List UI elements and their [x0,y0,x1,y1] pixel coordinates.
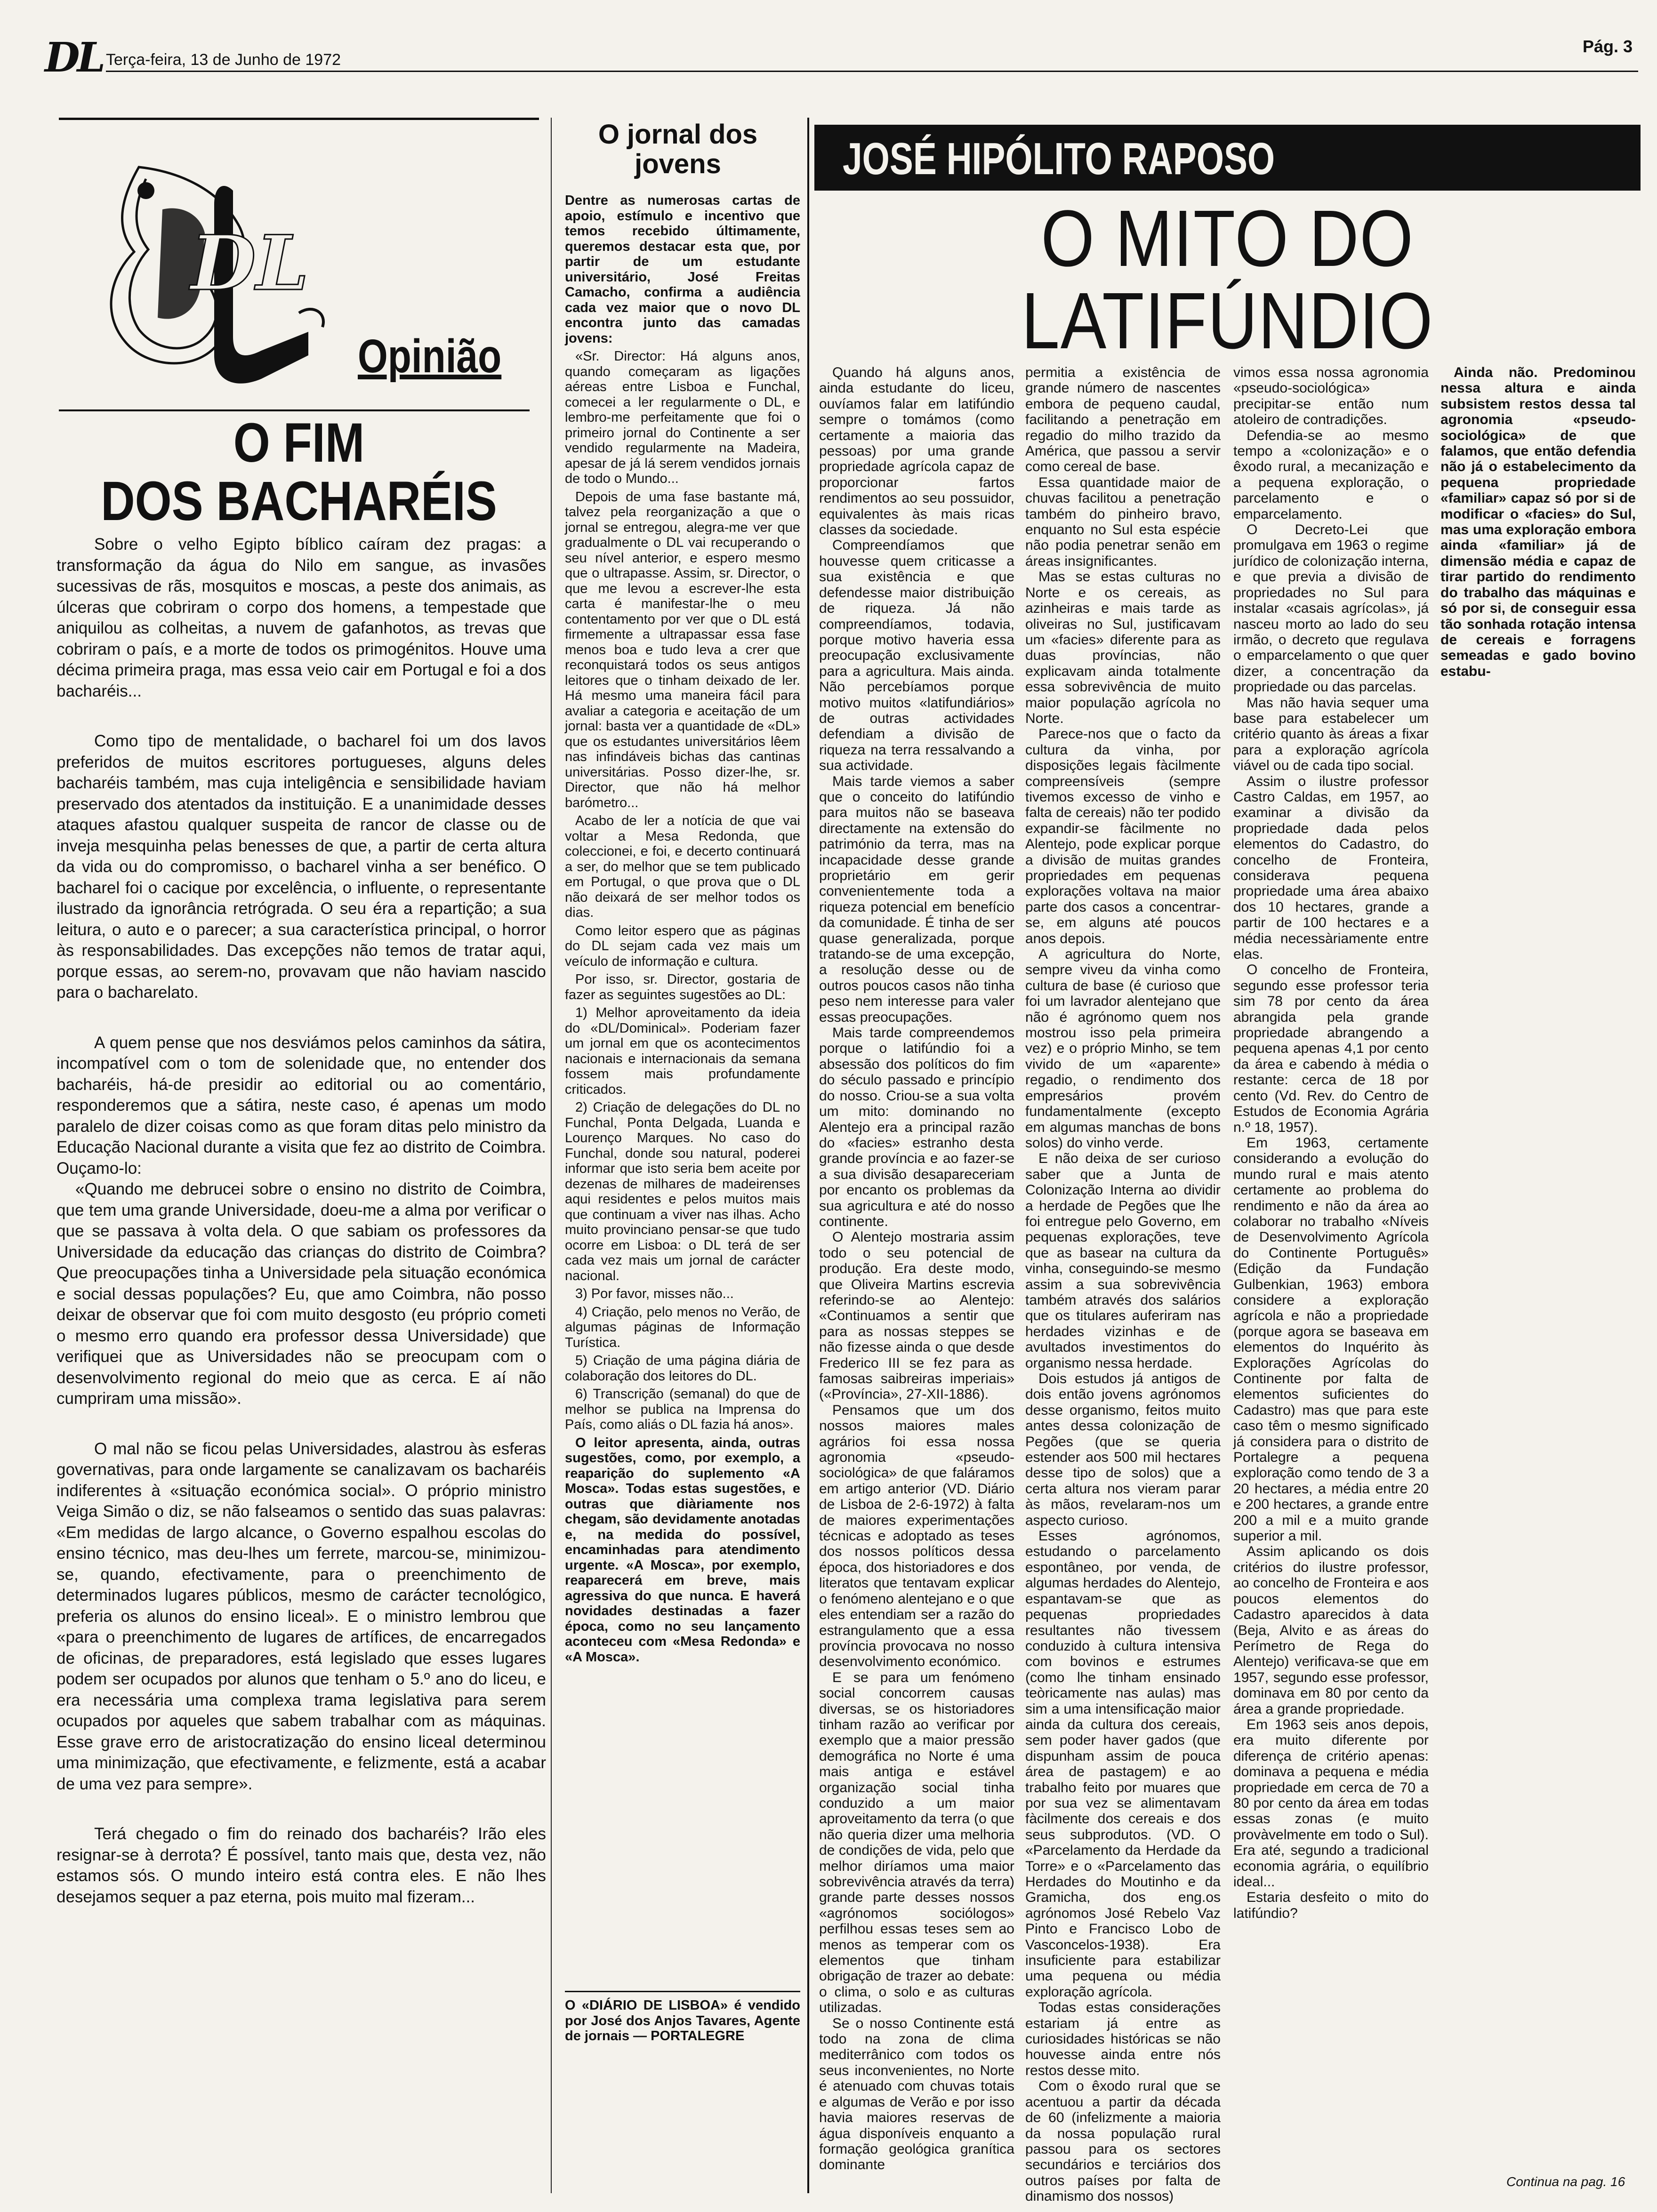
paragraph: Quando há alguns anos, ainda estudante do liceu, ouvíamos falar em latifúndio sempre o tomámos (como certamente a maioria das pessoas) por uma grande propriedade agrícola capaz de proporcionar fartos rendimentos ao seu possuidor, equivalentes às mais ricas classes da sociedade. [819,365,1014,538]
opinion-headline-line1: O FIM [233,412,365,474]
jovens-closing: O leitor apresenta, ainda, outras sugestões, como, por exemplo, a reaparição do suplemento «A Mosca». Todas estas sugestões, e outras que diàriamente nos chegam, são devidamente anotadas e, na medida do possível, encaminhadas para atendimento urgente. «A Mosca», por exemplo, reaparecerá em breve, mais agressiva do que nunca. E haverá novidades destinadas a fazer época, como no seu lançamento aconteceu com «Mesa Redonda» e «A Mosca». [565,1435,800,1665]
letter-paragraph: Acabo de ler a notícia de que vai voltar a Mesa Redonda, que coleccionei, e foi, e decerto continuará a ser, do melhor que se tem publicado em Portugal, o que prova que o DL não deixará de ser melhor todos os dias. [565,813,800,920]
distributor-notice: O «DIÁRIO DE LISBOA» é vendido por José dos Anjos Tavares, Agente de jornais — PORTALEGRE [565,1998,800,2044]
dateline: Terça-feira, 13 de Junho de 1972 [106,51,341,69]
suggestion-item: 6) Transcrição (semanal) do que de melhor se publica na Imprensa do País, como aliás o DL fazia há anos». [565,1387,800,1432]
dl-emblem-logo [64,134,355,402]
dl-emblem-text: DL [191,219,309,307]
paragraph: E não deixa de ser curioso saber que a Junta de Colonização Interna ao dividir a herdade de Pegões que lhe foi entregue pelo Governo, em pequenas explorações, teve que as basear na cultura da vinha, conseguindo-se mesmo assim a sua sobrevivência também através dos salários que os titulares auferiram nas herdades vizinhas e de avultados investimentos do organismo nessa herdade. [1025,1151,1221,1371]
masthead-logo: DL [45,34,103,81]
header-rule [106,71,1638,72]
paragraph: Assim o ilustre professor Castro Caldas, em 1957, ao examinar a divisão da propriedade dada pelos elementos do Cadastro, do concelho de Fronteira, considerava pequena propriedade uma área abaixo dos 10 hectares, grande a partir de 100 hectares e a média necessàriamente entre elas. [1233,773,1429,962]
paragraph: vimos essa nossa agronomia «pseudo-sociológica» precipitar-se então num atoleiro de contradições. [1233,365,1429,428]
section-label-opiniao: Opinião [358,330,502,383]
opinion-body [56,534,546,1937]
article-headline-line1: O MITO DO [1041,194,1414,283]
jovens-body [565,193,800,1667]
suggestion-item: 2) Criação de delegações do DL no Funchal, Ponta Delgada, Luanda e Lourenço Marques. No caso do Funchal, donde sou natural, poderei informar que isto seria bem aceite por dezenas de milhares de madeirenses aqui residentes e pelos muitos mais que continuam a viver nas ilhas. Acho muito provinciano pensar-se que tudo ocorre em Lisboa: o DL terá de ser cada vez mais um jornal de carácter nacional. [565,1100,800,1283]
paragraph: O mal não se ficou pelas Universidades, alastrou às esferas governativas, para onde largamente se canalizavam os bacharéis indiferentes à «situação económica social». O próprio ministro Veiga Simão o diz, se não falseamos o sentido das suas palavras: «Em medidas de largo alcance, o Governo espalhou escolas do ensino técnico, mas deu-lhes um ferrete, marcou-se, minimizou-se, quando, efectivamente, para o preenchimento de determinados lugares públicos, mesmo de carácter tecnológico, preferia os alunos do ensino liceal». E o ministro lembrou que «para o preenchimento de lugares de artífices, de encarregados de oficinas, de preparadores, está legislado que esses lugares podem ser ocupados por alunos que tenham o 5.º ano do liceu, e era necessária uma complexa trama legislativa para serem ocupados por aqueles que sabem trabalhar com as máquinas. Esse grave erro de aristocratização do ensino liceal determinou uma minimização, que efectivamente, e felizmente, está a acabar de uma vez para sempre». [56,1439,546,1793]
opinion-headline [95,414,503,531]
suggestion-item: 4) Criação, pelo menos no Verão, de algumas páginas de Informação Turística. [565,1304,800,1350]
paragraph: O concelho de Fronteira, segundo esse professor teria sim 78 por cento da área abrangida pela grande propriedade abrangendo a pequena apenas 4,1 por cento da área e cabendo à média o restante: cerca de 18 por cento (Vd. Rev. do Centro de Estudos de Economia Agrária n.º 18, 1957). [1233,962,1429,1135]
article-column-1 [819,365,1014,2173]
paragraph: Parece-nos que o facto da cultura da vinha, por disposições legais fàcilmente compreensíveis (sempre tivemos excesso de vinho e falta de cereais) não ter podido expandir-se fàcilmente no Alentejo, pode explicar porque a divisão de muitas grandes propriedades em pequenas explorações voltava na maior parte dos casos a concentrar-se, em alguns até poucos anos depois. [1025,726,1221,946]
opinion-top-rule [59,118,539,120]
jovens-headline-line2: jovens [635,148,721,179]
letter-paragraph: Como leitor espero que as páginas do DL sejam cada vez mais um veículo de informação e cultura. [565,923,800,969]
paragraph: Ainda não. Predominou nessa altura e ainda subsistem restos dessa tal agronomia «pseudo-sociológica» de que falamos, que então defendia não já o estabelecimento da pequena propriedade «familiar» capaz só por si de modificar o «facies» do Sul, mas uma exploração embora ainda «familiar» já de dimensão média e capaz de tirar partido do rendimento do trabalho das máquinas e só por si, de conseguir essa tão sonhada rotação intensa de cereais e forragens semeadas e gado bovino estabu- [1440,365,1636,679]
paragraph: Compreendíamos que houvesse quem criticasse a sua existência e que defendesse maior distribuição de riqueza. Já não compreendíamos, todavia, porque motivo haveria essa preocupação exclusivamente para a agricultura. Mais ainda. Não percebíamos porque motivo muitos «latifundiários» de outras actividades defendiam a divisão de riqueza na terra ressalvando a sua actividade. [819,537,1014,774]
paragraph: Mais tarde viemos a saber que o conceito do latifúndio para muitos não se baseava directamente na extensão do património da terra, mas na incapacidade desse grande proprietário em gerir convenientemente toda a riqueza potencial em benefício da comunidade. É tinha de ser quase generalizada, porque tratando-se de uma excepção, a resolução desse ou de outros poucos casos não tinha peso nem interesse para valer essas preocupações. [819,773,1014,1025]
article-column-2 [1025,365,1221,2204]
article-headline-line2: LATIFÚNDIO [1021,276,1434,366]
footer-rule [565,1991,800,1992]
jovens-headline-line1: O jornal dos [598,119,758,150]
suggestion-item: 1) Melhor aproveitamento da ideia do «DL/Dominical». Poderiam fazer um jornal em que os acontecimentos nacionais e internacionais da semana fossem mais profundamente criticados. [565,1005,800,1097]
letter-paragraph: «Sr. Director: Há alguns anos, quando começaram as ligações aéreas entre Lisboa e Funchal, comecei a ler regularmente o DL, e lembro-me perfeitamente que foi o primeiro jornal do Continente a ser vendido regularmente na Madeira, apesar de já lá serem vendidos jornais de todo o Mundo... [565,349,800,486]
column-divider [551,118,552,2193]
paragraph: Com o êxodo rural que se acentuou a partir da década de 60 (infelizmente a maioria da nossa população rural passou para os sectores secundários e terciários dos outros países por falta de dinamismo dos nossos) [1025,2078,1221,2204]
paragraph: Terá chegado o fim do reinado dos bacharéis? Irão eles resignar-se à derrota? É possível, tanto mais que, desta vez, não estamos sós. O mundo inteiro está contra eles. E não lhes desejamos sequer a paz eterna, pois muito mal fizeram... [56,1825,546,1906]
paragraph: Mas se estas culturas no Norte e os cereais, as azinheiras e mais tarde as oliveiras no Sul, justificavam um «facies» diferente para as duas províncias, não explicavam ainda totalmente essa sobrevivência de muito maior população agrícola no Norte. [1025,569,1221,726]
quote-paragraph: «Quando me debrucei sobre o ensino no distrito de Coimbra, que tem uma grande Universidade, doeu-me a alma por verificar o que se passava à volta dela. O que sabiam os professores da Universidade da educação das crianças do distrito de Coimbra? Que preocupações tinha a Universidade pela situação económica e social dessas populações? Eu, que amo Coimbra, não posso deixar de observar que foi com muito desgosto (eu próprio cometi o mesmo erro quando era professor dessa Universidade) que verifiquei que as Universidades não se preocupam com o desenvolvimento regional do meio que as cerca. E aí não cumpriram uma missão». [56,1180,546,1408]
paragraph: Se o nosso Continente está todo na zona de clima mediterrânico com todos os seus inconvenientes, no Norte é atenuado com chuvas totais e algumas de Verão e por isso havia maiores reservas de água disponíveis enquanto a formação geológica granítica dominante [819,2015,1014,2173]
jovens-headline [558,120,798,179]
paragraph: Estaria desfeito o mito do latifúndio? [1233,1890,1429,1921]
paragraph: A agricultura do Norte, sempre viveu da vinha como cultura de base (é curioso que foi um lavrador alentejano que não é agrónomo quem nos mostrou isso pela primeira vez) e o próprio Minho, se tem vivido de um «aparente» regadio, o rendimento dos empresários provém fundamentalmente (excepto em algumas manchas de bons solos) do vinho verde. [1025,946,1221,1151]
author-name: JOSÉ HIPÓLITO RAPOSO [843,134,1275,184]
section-rule [59,409,530,411]
suggestion-item: 5) Criação de uma página diária de colaboração dos leitores do DL. [565,1353,800,1384]
opinion-headline-line2: DOS BACHARÉIS [101,470,497,532]
paragraph: Em 1963 seis anos depois, era muito diferente por diferença de critério apenas: dominava a pequena e média propriedade em cerca de 70 a 80 por cento da área em todas essas zonas (e muito provàvelmente em todo o Sul). Era até, segundo a tradicional economia agrária, o equilíbrio ideal... [1233,1716,1429,1890]
paragraph: Assim aplicando os dois critérios do ilustre professor, ao concelho de Fronteira e aos poucos elementos do Cadastro aparecidos à data (Beja, Alvito e as áreas do Perímetro de Rega do Alentejo) verificava-se que em 1957, segundo esse professor, dominava em 80 por cento da área a grande propriedade. [1233,1544,1429,1717]
paragraph: A quem pense que nos desviámos pelos caminhos da sátira, incompatível com o tom de solenidade que, no entender dos bacharéis, há-de presidir ao editorial ou ao comentário, responderemos que a sátira, neste caso, é apenas um modo paralelo de dizer coisas como as que foram ditas pelo ministro da Educação Nacional durante a visita que fez ao distrito de Coimbra. Ouçamo-lo: [56,1033,546,1178]
jovens-intro: Dentre as numerosas cartas de apoio, estímulo e incentivo que temos recebido últimamente, queremos destacar esta que, por partir de um estudante universitário, José Freitas Camacho, confirma a audiência cada vez maior que o novo DL encontra junto das camadas jovens: [565,193,800,346]
suggestion-item: 3) Por favor, misses não... [575,1286,734,1301]
paragraph: Em 1963, certamente considerando a evolução do mundo rural e mais atento certamente ao problema do rendimento e não da área ao colaborar no trabalho «Níveis de Desenvolvimento Agrícola do Continente Português» (Edição da Fundação Gulbenkian, 1963) embora considere a exploração agrícola e não a propriedade (porque agora se baseava em elementos do Inquérito às Explorações Agrícolas do Continente por falta de elementos suficientes do Cadastro) mas que para este caso têm o mesmo significado já considera para o distrito de Portalegre a pequena exploração como tendo de 3 a 20 hectares, a média entre 20 e 200 hectares, a grande entre 200 a mil e a muito grande superior a mil. [1233,1135,1429,1544]
paragraph: Sobre o velho Egipto bíblico caíram dez pragas: a transformação da água do Nilo em sangue, as invasões sucessivas de rãs, mosquitos e moscas, a peste dos animais, as úlceras que cobriram o corpo dos homens, a tempestade que aniquilou as colheitas, a nuvem de gafanhotos, as trevas que cobriram o país, e a morte de todos os primogénitos. Houve uma décima primeira praga, mas essa veio cair em Portugal e foi a dos bacharéis... [56,535,546,700]
paragraph: Esses agrónomos, estudando o parcelamento espontâneo, por venda, de algumas herdades do Alentejo, espantavam-se que as pequenas propriedades resultantes não tivessem conduzido à cultura intensiva com bovinos e estrumes (como lhe tinham ensinado teòricamente nas aulas) mas sim a uma intensificação maior ainda da cultura dos cereais, sem poder haver gados (que dispunham assim de pouca área de pastagem) e ao trabalho feito por muares que por sua vez se alimentavam fàcilmente dos cereais e dos seus subprodutos. (VD. O «Parcelamento da Herdade da Torre» e o «Parcelamento das Herdades do Moutinho e da Gramicha, dos eng.os agrónomos José Rebelo Vaz Pinto e Francisco Lobo de Vasconcelos-1938). Era insuficiente para estabilizar uma pequena ou média exploração agrícola. [1025,1528,1221,2000]
page-number: Pág. 3 [1583,37,1633,56]
paragraph: E se para um fenómeno social concorrem causas diversas, se os historiadores tinham razão ao verificar por exemplo que a maior pressão demográfica no Norte é uma mais antiga e estável organização social tinha conduzido a um maior aproveitamento da terra (o que não queria dizer uma melhoria de condições de vida, pelo que melhor diríamos uma maior sobrevivência através da terra) grande parte desses nossos «agrónomos sociólogos» perfilhou essas teses sem ao menos as temperar com os elementos que tinham obrigação de trazer ao debate: o clima, o solo e as culturas utilizadas. [819,1669,1014,2016]
article-column-3 [1233,365,1429,1921]
letter-paragraph: Depois de uma fase bastante má, talvez pela reorganização a que o jornal se entregou, alegra-me ver que gradualmente o DL vai recuperando o seu nível anterior, e espero mesmo que o ultrapasse. Assim, sr. Director, o que me levou a escrever-lhe esta carta é manifestar-lhe o meu contentamento por ver que o DL está firmemente a ultrapassar essa fase menos boa e tudo leva a crer que reconquistará todos os seus antigos leitores que o tinham deixado de ler. Há mesmo uma maneira fácil para avaliar a categoria e aceitação de um jornal: basta ver a quantidade de «DL» que os estudantes universitários lêem nas infindáveis bichas das cantinas universitárias. Posso dizer-lhe, sr. Director, que não há melhor barómetro... [565,489,800,810]
column-divider [807,118,809,2193]
article-headline [872,194,1583,366]
paragraph: Defendia-se ao mesmo tempo a «colonização» e o êxodo rural, a mecanização e a pequena exploração, o parcelamento e o emparcelamento. [1233,427,1429,522]
paragraph: Dois estudos já antigos de dois então jovens agrónomos desse organismo, feitos muito antes dessa colonização de Pegões (que se queria estender aos 500 mil hectares desse tipo de solos) que a certa altura nos vieram parar às mãos, revelaram-nos um aspecto curioso. [1025,1371,1221,1528]
paragraph: Todas estas considerações estariam já entre as curiosidades históricas se não houvesse ainda entre nós restos desse mito. [1025,2000,1221,2078]
paragraph: Mas não havia sequer uma base para estabelecer um critério quanto às áreas a fixar para a exploração agrícola viável ou de cada tipo social. [1233,695,1429,774]
paragraph: O Alentejo mostraria assim todo o seu potencial de produção. Era deste modo, que Oliveira Martins escrevia referindo-se ao Alentejo: «Continuamos a sentir que para as nossas steppes se não fizesse ainda o que desde Frederico III se fez para as famosas saibreiras imperiais» («Província», 27-XII-1886). [819,1229,1014,1403]
suggestions-list [565,1005,800,1433]
paragraph: Essa quantidade maior de chuvas facilitou a penetração também do pinheiro bravo, enquanto no Sul esta espécie não podia penetrar senão em áreas insignificantes. [1025,474,1221,569]
article-column-4 [1440,365,1636,679]
continued-note: Continua na pag. 16 [1506,2174,1625,2189]
paragraph: permitia a existência de grande número de nascentes embora de pequeno caudal, facilitando a penetração em regadio do milho trazido da América, que passou a servir como cereal de base. [1025,365,1221,475]
letter-paragraph: Por isso, sr. Director, gostaria de fazer as seguintes sugestões ao DL: [565,972,800,1002]
paragraph: Pensamos que um dos nossos maiores males agrários foi essa nossa agronomia «pseudo-sociológica» de que faláramos em artigo anterior (VD. Diário de Lisboa de 2-6-1972) à falta de maiores experimentações técnicas e adoptado as teses dos nossos políticos dessa época, dos historiadores e dos literatos que tentavam explicar o fenómeno alentejano e o que eles entendiam ser a razão do estrangulamento que a essa província provocava no nosso desenvolvimento económico. [819,1402,1014,1670]
paragraph: O Decreto-Lei que promulgava em 1963 o regime jurídico de colonização interna, e que previa a divisão de propriedades no Sul para instalar «casais agrícolas», já nasceu morto ao lado do seu irmão, o decreto que regulava o emparcelamento o que quer dizer, a concentração da propriedade ou das parcelas. [1233,522,1429,695]
paragraph: Como tipo de mentalidade, o bacharel foi um dos lavos preferidos de muitos escritores portugueses, alguns deles bacharéis também, mas cuja inteligência e sensibilidade haviam preservado dos atentados da instituição. E a unanimidade desses ataques afastou qualquer suspeita de rancor de classe ou de inveja mesquinha pelas benesses de que, a partir de certa altura da vida ou do compromisso, o bacharel vinha a ser benéfico. O bacharel foi o cacique por excelência, o influente, o representante ilustrado da ignorância retrógrada. O seu éra a repartição; a sua leitura, o auto e o parecer; a sua característica principal, o horror às responsabilidades. Das excepções não temos de tratar aqui, porque essas, ao serem-no, provavam que não haviam nascido para o bacharelato. [56,732,546,1002]
paragraph: Mais tarde compreendemos porque o latifúndio foi a absessão dos políticos do fim do século passado e princípio do nosso. Criou-se a sua volta um mito: dominando no Alentejo era a principal razão do «facies» estranho desta grande província e ao fazer-se a sua divisão desapareceriam por encanto os problemas da sua agricultura e até do nosso continente. [819,1025,1014,1229]
